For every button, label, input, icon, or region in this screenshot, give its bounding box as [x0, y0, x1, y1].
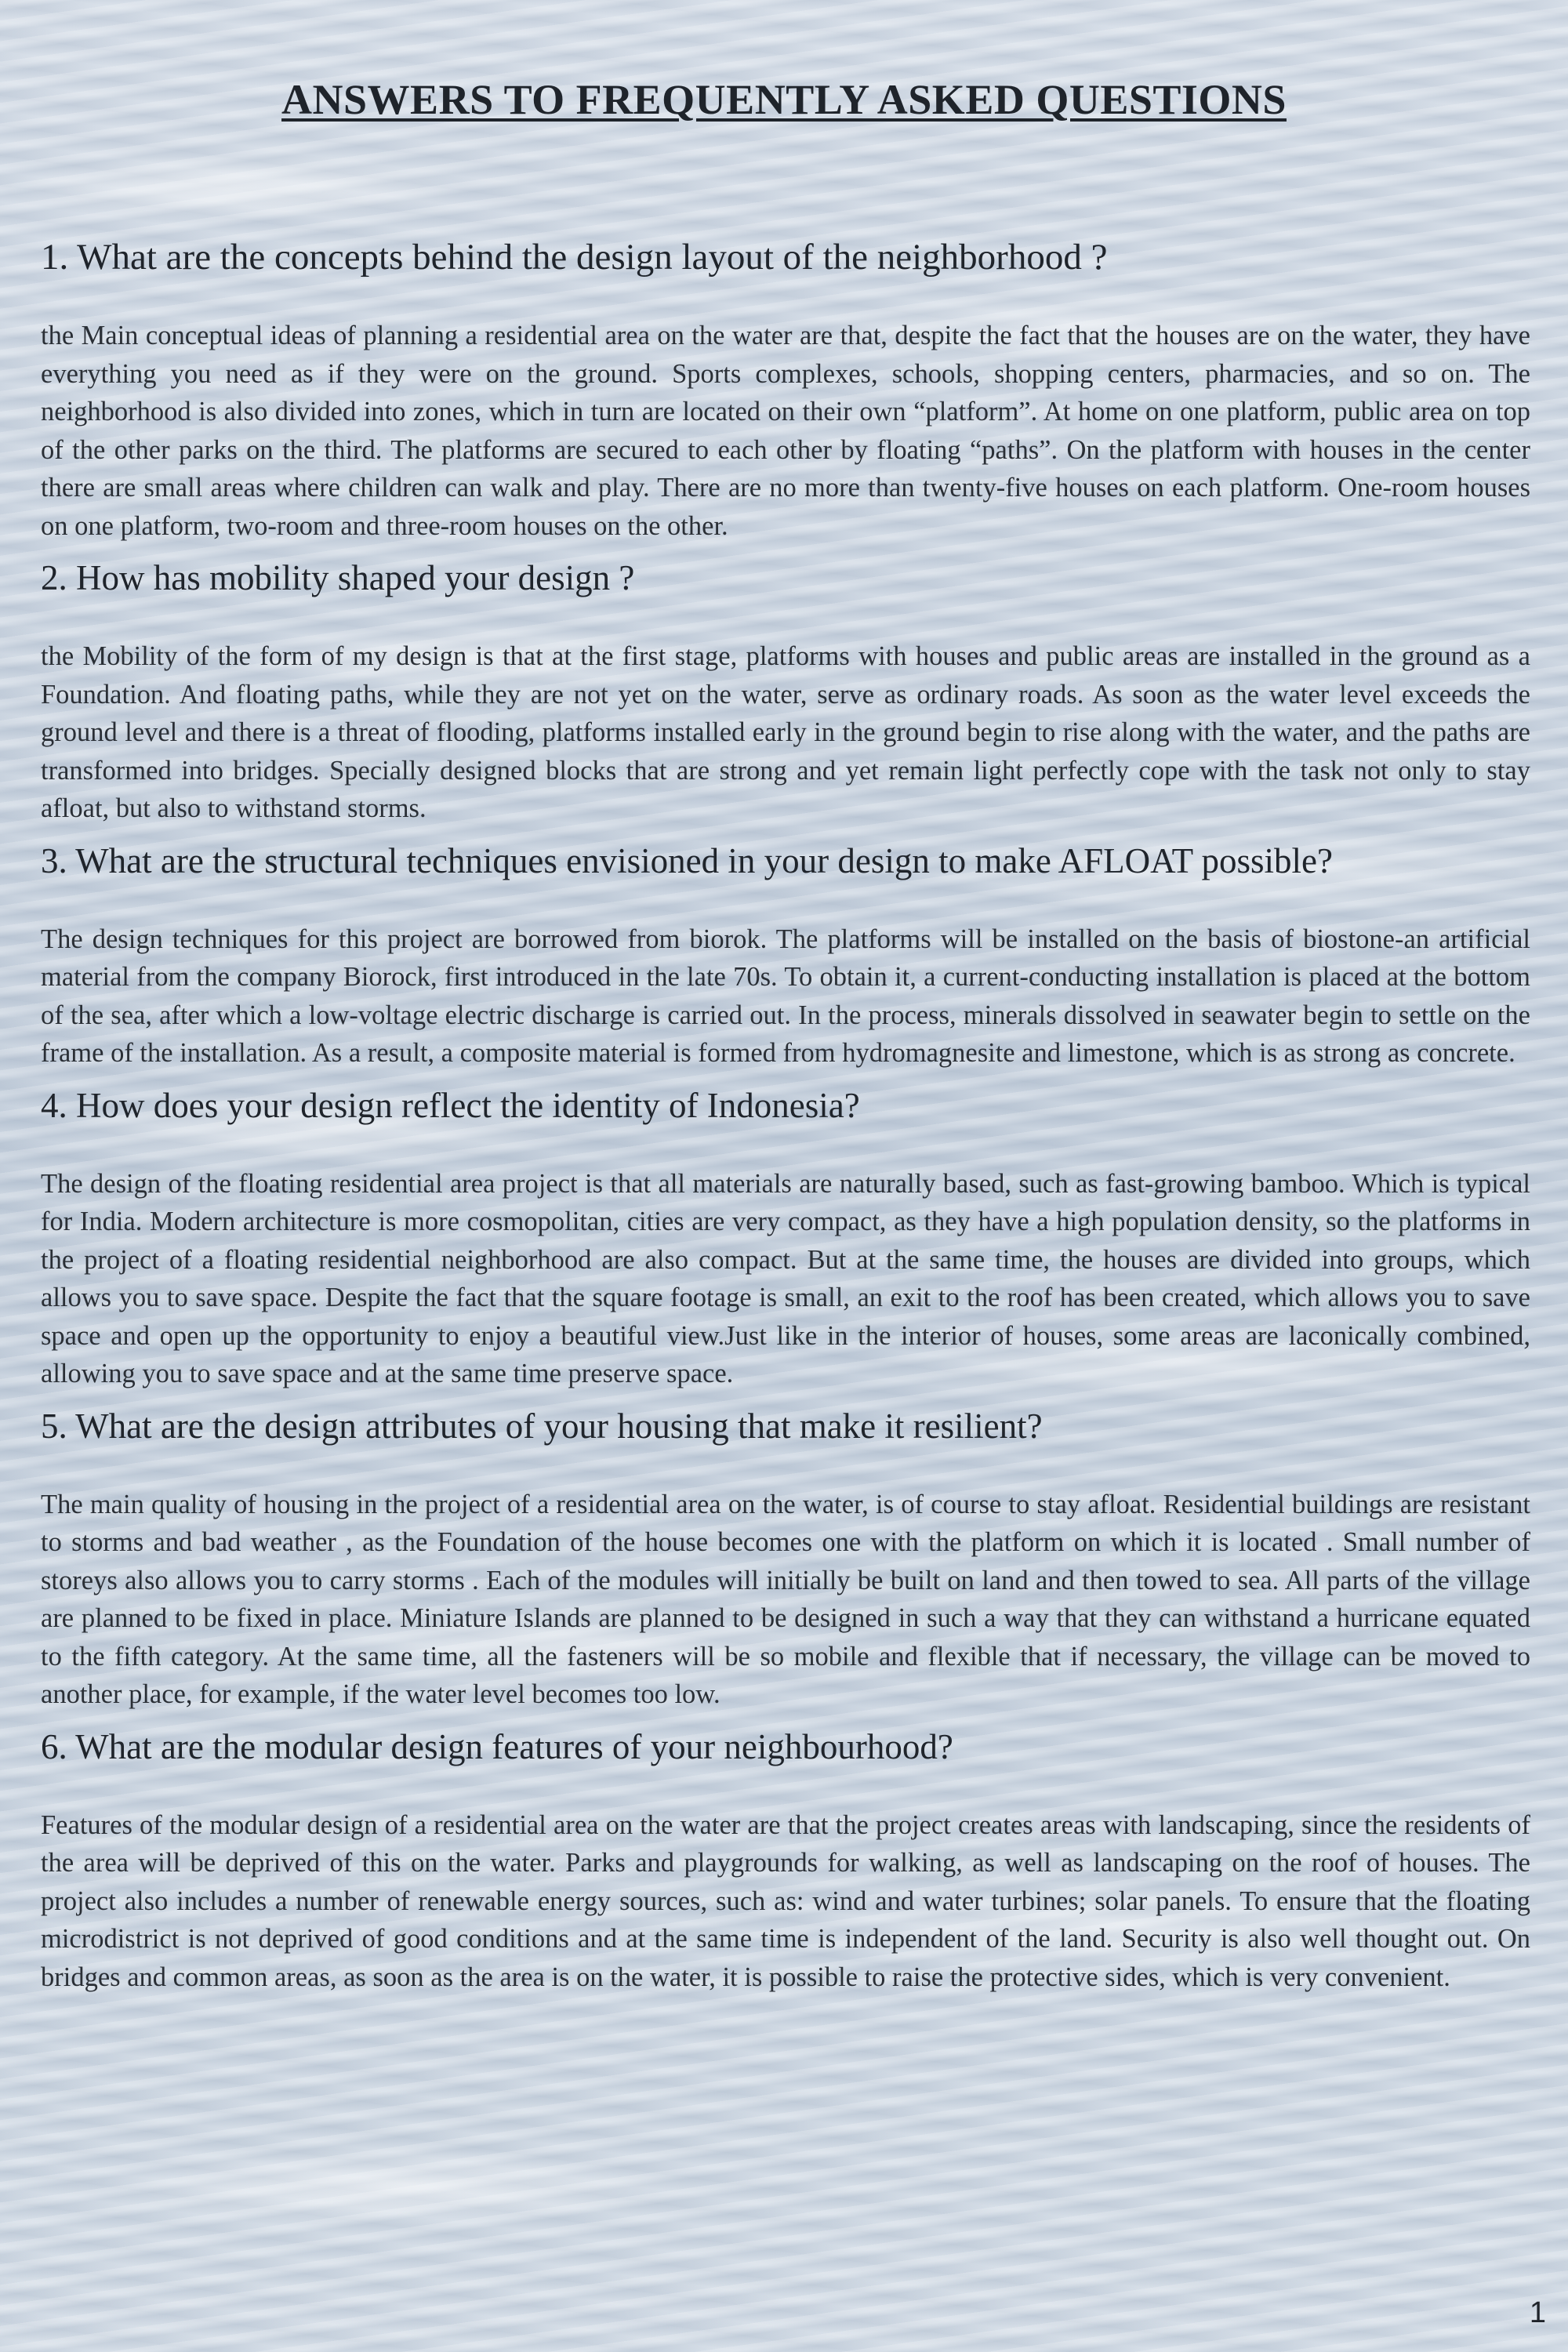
faq-answer-6: Features of the modular design of a residential area on the water are that the project creates areas with landscaping, since the residents of the area will be deprived of this on the water. Parks and playgrounds for walking, as well as landscaping on the roof of houses. The project also includes a number of renewable energy sources, such as: wind and water turbines; solar panels. To ensure that the floating microdistrict is not deprived of good conditions and at the same time is independent of the land. Security is also well thought out. On bridges and common areas, as soon as the area is on the water, it is possible to raise the protective sides, which is very convenient.	[41, 1809, 1530, 1992]
page-title: ANSWERS TO FREQUENTLY ASKED QUESTIONS	[281, 76, 1287, 123]
faq-answer-5: The main quality of housing in the project of a residential area on the water, is of course to stay afloat. Residential buildings are resistant to storms and bad weather , as the Foundation of the house becomes one with the platform on which it is located . Small number of storeys also allows you to carry storms . Each of the modules will initially be built on land and then towed to sea. All parts of the village are planned to be fixed in place. Miniature Islands are planned to be designed in such a way that they can withstand a hurricane equated to the fifth category. At the same time, all the fasteners will be so mobile and flexible that if necessary, the village can be moved to another place, for example, if the water level becomes too low.	[41, 1489, 1530, 1709]
faq-item-2	[41, 556, 1530, 828]
faq-question-2: 2. How has mobility shaped your design ?	[41, 558, 635, 597]
faq-question-3: 3. What are the structural techniques envisioned in your design to make AFLOAT possible?	[41, 840, 1333, 880]
faq-question-5: 5. What are the design attributes of your housing that make it resilient?	[41, 1406, 1043, 1446]
faq-item-1	[41, 235, 1530, 545]
faq-item-6	[41, 1725, 1530, 1997]
faq-answer-2: the Mobility of the form of my design is that at the first stage, platforms with houses and public areas are installed in the ground as a Foundation. And floating paths, while they are not yet on the water, serve as ordinary roads. As soon as the water level exceeds the ground level and there is a threat of flooding, platforms installed early in the ground begin to rise along with the water, and the paths are transformed into bridges. Specially designed blocks that are strong and yet remain light perfectly cope with the task not only to stay afloat, but also to withstand storms.	[41, 641, 1530, 823]
faq-item-4	[41, 1083, 1530, 1393]
faq-question-6: 6. What are the modular design features of your neighbourhood?	[41, 1726, 953, 1766]
faq-list	[41, 235, 1530, 1996]
page-number: 1	[1529, 2296, 1546, 2329]
faq-answer-1: the Main conceptual ideas of planning a residential area on the water are that, despite the fact that the houses are on the water, they have everything you need as if they were on the ground. Sports complexes, schools, shopping centers, pharmacies, and so on. The neighborhood is also divided into zones, which in turn are located on their own “platform”. At home on one platform, public area on top of the other parks on the third. The platforms are secured to each other by floating “paths”. On the platform with houses in the center there are small areas where children can walk and play. There are no more than twenty-five houses on each platform. One-room houses on one platform, two-room and three-room houses on the other.	[41, 321, 1530, 541]
faq-answer-3: The design techniques for this project are borrowed from biorok. The platforms will be installed on the basis of biostone-an artificial material from the company Biorock, first introduced in the late 70s. To obtain it, a current-conducting installation is placed at the bottom of the sea, after which a low-voltage electric discharge is carried out. In the process, minerals dissolved in seawater begin to settle on the frame of the installation. As a result, a composite material is formed from hydromagnesite and limestone, which is as strong as concrete.	[41, 924, 1530, 1068]
faq-item-5	[41, 1404, 1530, 1714]
faq-question-4: 4. How does your design reflect the identity of Indonesia?	[41, 1085, 860, 1125]
faq-item-3	[41, 839, 1530, 1073]
faq-question-1: 1. What are the concepts behind the design layout of the neighborhood ?	[41, 237, 1108, 278]
faq-answer-4: The design of the floating residential area project is that all materials are naturally based, such as fast-growing bamboo. Which is typical for India. Modern architecture is more cosmopolitan, cities are very compact, as they have a high population density, so the platforms in the project of a floating residential neighborhood are also compact. But at the same time, the houses are divided into groups, which allows you to save space. Despite the fact that the square footage is small, an exit to the roof has been created, which allows you to save space and open up the opportunity to enjoy a beautiful view.Just like in the interior of houses, some areas are laconically combined, allowing you to save space and at the same time preserve space.	[41, 1168, 1530, 1388]
